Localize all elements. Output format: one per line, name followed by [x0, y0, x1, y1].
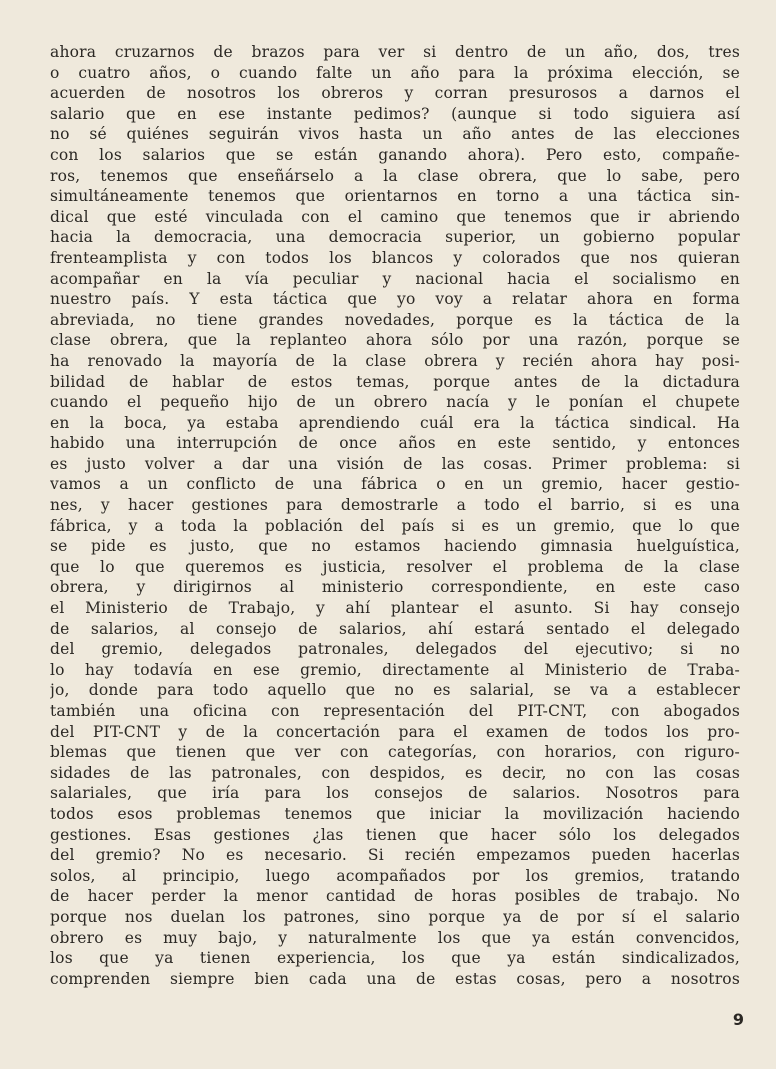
text-line: el Ministerio de Trabajo, y ahí plantear el asunto. Si hay consejo	[50, 599, 740, 618]
text-line: dical que esté vinculada con el camino que tenemos que ir abriendo	[50, 207, 740, 226]
text-line: fábrica, y a toda la población del país si es un gremio, que lo que	[50, 516, 740, 535]
text-line: de hacer perder la menor cantidad de horas posibles de trabajo. No	[50, 887, 740, 906]
text-line: nes, y hacer gestiones para demostrarle a todo el barrio, si es una	[50, 496, 740, 515]
text-line: del gremio, delegados patronales, delegados del ejecutivo; si no	[50, 640, 740, 659]
text-line: los que ya tienen experiencia, los que ya están sindicalizados,	[50, 949, 740, 968]
body-text	[50, 42, 740, 989]
text-line: obrero es muy bajo, y naturalmente los que ya están convencidos,	[50, 928, 740, 947]
text-line: del PIT-CNT y de la concertación para el examen de todos los pro-	[50, 722, 740, 741]
text-line: gestiones. Esas gestiones ¿las tienen que hacer sólo los delegados	[50, 825, 740, 844]
page-number: 9	[732, 1010, 744, 1029]
text-line: se pide es justo, que no estamos haciendo gimnasia huelguística,	[50, 537, 740, 556]
text-line: jo, donde para todo aquello que no es salarial, se va a establecer	[50, 681, 740, 700]
text-line: frenteamplista y con todos los blancos y colorados que nos quieran	[50, 248, 740, 267]
text-line: lo hay todavía en ese gremio, directamente al Ministerio de Traba-	[50, 660, 740, 679]
text-line: del gremio? No es necesario. Si recién empezamos pueden hacerlas	[50, 846, 740, 865]
text-line: con los salarios que se están ganando ahora). Pero esto, compañe-	[50, 145, 740, 164]
text-line: no sé quiénes seguirán vivos hasta un año antes de las elecciones	[50, 125, 740, 144]
text-line: salario que en ese instante pedimos? (aunque si todo siguiera así	[50, 104, 740, 123]
text-line: porque nos duelan los patrones, sino porque ya de por sí el salario	[50, 907, 740, 926]
text-line: de salarios, al consejo de salarios, ahí estará sentado el delegado	[50, 619, 740, 638]
text-line: en la boca, ya estaba aprendiendo cuál era la táctica sindical. Ha	[50, 413, 740, 432]
text-line: ha renovado la mayoría de la clase obrera y recién ahora hay posi-	[50, 351, 740, 370]
text-line: es justo volver a dar una visión de las cosas. Primer problema: si	[50, 454, 740, 473]
text-line: obrera, y dirigirnos al ministerio correspondiente, en este caso	[50, 578, 740, 597]
text-line: hacia la democracia, una democracia superior, un gobierno popular	[50, 228, 740, 247]
text-line: cuando el pequeño hijo de un obrero nacía y le ponían el chupete	[50, 393, 740, 412]
text-line: clase obrera, que la replanteo ahora sólo por una razón, porque se	[50, 331, 740, 350]
text-line: abreviada, no tiene grandes novedades, porque es la táctica de la	[50, 310, 740, 329]
text-line: simultáneamente tenemos que orientarnos en torno a una táctica sin-	[50, 187, 740, 206]
text-line: nuestro país. Y esta táctica que yo voy a relatar ahora en forma	[50, 290, 740, 309]
text-line: o cuatro años, o cuando falte un año para la próxima elección, se	[50, 63, 740, 82]
text-line: comprenden siempre bien cada una de estas cosas, pero a nosotros	[50, 969, 740, 988]
text-line: ros, tenemos que enseñárselo a la clase obrera, que lo sabe, pero	[50, 166, 740, 185]
text-line: solos, al principio, luego acompañados por los gremios, tratando	[50, 866, 740, 885]
text-line: sidades de las patronales, con despidos, es decir, no con las cosas	[50, 763, 740, 782]
text-line: blemas que tienen que ver con categorías, con horarios, con riguro-	[50, 743, 740, 762]
text-line: habido una interrupción de once años en este sentido, y entonces	[50, 434, 740, 453]
text-line: todos esos problemas tenemos que iniciar la movilización haciendo	[50, 804, 740, 823]
text-line: bilidad de hablar de estos temas, porque antes de la dictadura	[50, 372, 740, 391]
text-line: acuerden de nosotros los obreros y corran presurosos a darnos el	[50, 84, 740, 103]
text-line: acompañar en la vía peculiar y nacional hacia el socialismo en	[50, 269, 740, 288]
text-line: también una oficina con representación del PIT-CNT, con abogados	[50, 702, 740, 720]
text-line: salariales, que iría para los consejos de salarios. Nosotros para	[50, 784, 740, 803]
text-line: que lo que queremos es justicia, resolver el problema de la clase	[50, 557, 740, 576]
text-line: vamos a un conflicto de una fábrica o en un gremio, hacer gestio-	[50, 475, 740, 494]
text-line: ahora cruzarnos de brazos para ver si dentro de un año, dos, tres	[50, 43, 740, 61]
